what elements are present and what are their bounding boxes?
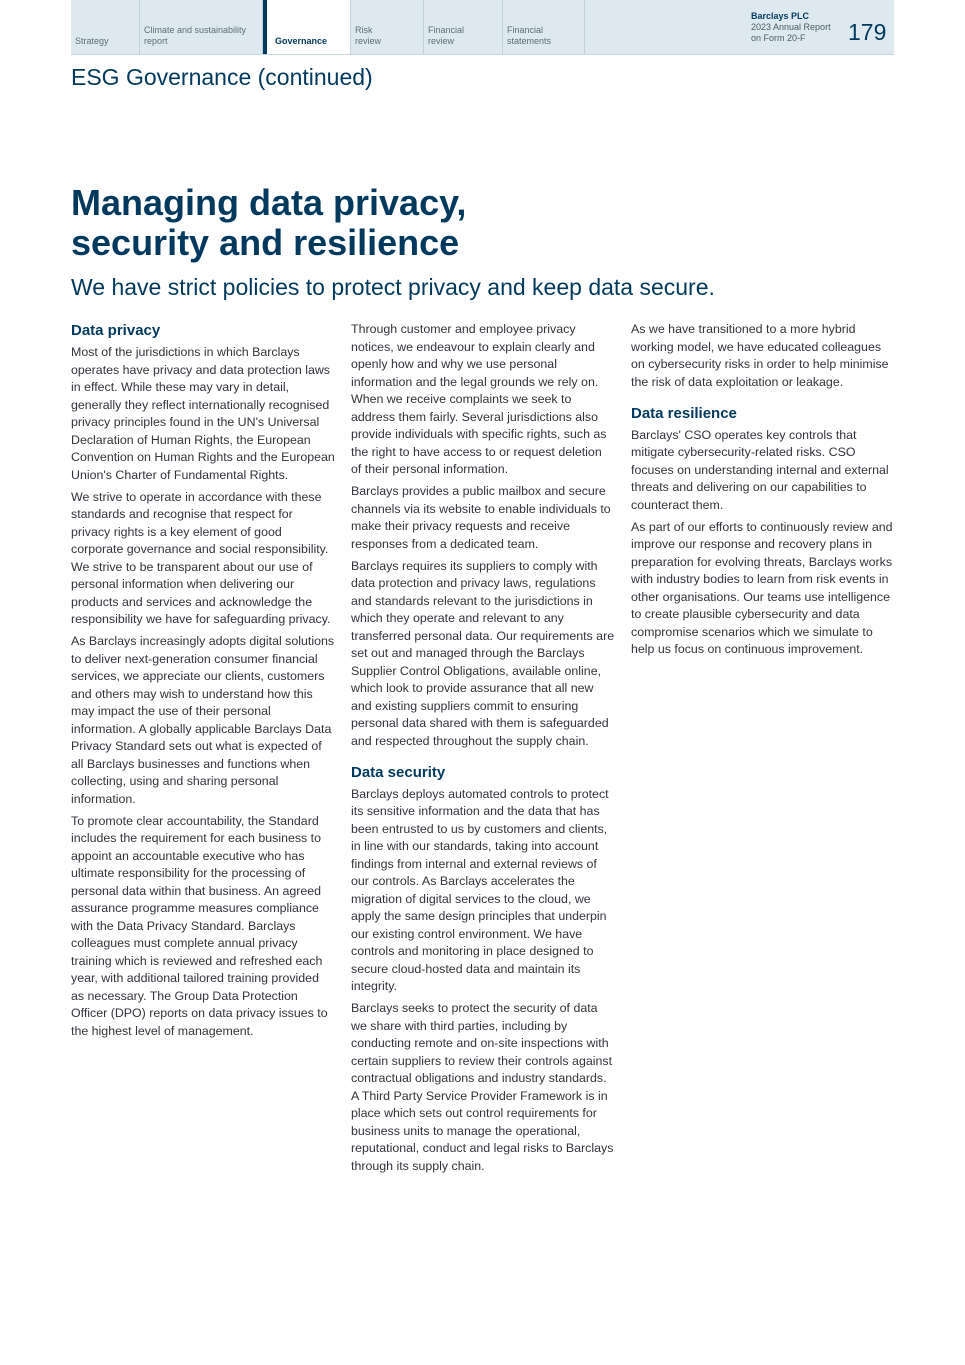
report-info bbox=[751, 11, 831, 44]
paragraph: Barclays provides a public mailbox and secure channels via its website to enable individuals to make their privacy requests and receive responses from a dedicated team. bbox=[351, 484, 611, 551]
tab-financial-statements[interactable]: Financial statements bbox=[503, 0, 585, 54]
column-1 bbox=[71, 321, 335, 1045]
tab-strategy[interactable]: Strategy bbox=[71, 0, 140, 54]
paragraph: Most of the jurisdictions in which Barclays operates have privacy and data protection laws in effect. While these may vary in detail, generally they reflect internationally recognised privacy principles found in the UN's Universal Declaration of Human Rights, the European Convention on Human Rights and the European Union's Charter of Fundamental Rights. bbox=[71, 345, 335, 482]
paragraph: Barclays' CSO operates key controls that mitigate cybersecurity-related risks. CSO focuses on understanding internal and external threats and delivering on our capabilities to counteract them. bbox=[631, 427, 889, 512]
paragraph: Barclays seeks to protect the security of data we share with third parties, including by conducting remote and on-site inspections with certain suppliers to review their controls against contractual obligations and industry standards. A Third Party Service Provider Framework is in place which sets out control requirements for business units to manage the operational, reputational, conduct and legal risks to Barclays through its supply chain. bbox=[351, 1001, 614, 1173]
section-label: ESG Governance (continued) bbox=[71, 64, 373, 90]
column-2 bbox=[351, 321, 615, 1180]
report-line-1: 2023 Annual Report bbox=[751, 22, 831, 32]
title-line-2: security and resilience bbox=[71, 222, 460, 263]
page-number: 179 bbox=[848, 19, 887, 45]
paragraph: To promote clear accountability, the Standard includes the requirement for each business to appoint an accountable executive who has ultimate responsibility for the processing of personal data within that business. An agreed assurance programme measures compliance with the Data Privacy Standard. Barclays colleagues must complete annual privacy training which is reviewed and refreshed each year, with additional tailored training provided as necessary. The Group Data Protection Officer (DPO) reports on data privacy issues to the highest level of management. bbox=[71, 813, 328, 1038]
paragraph: Barclays deploys automated controls to protect its sensitive information and the data that has been entrusted to us by customers and clients, in line with our standards, taking into account findings from internal and external reviews of our controls. As Barclays accelerates the migration of digital services to the cloud, we apply the same design principles that underpin our existing control environment. We have controls and monitoring in place designed to secure cloud-hosted data and maintain its integrity. bbox=[351, 786, 609, 993]
paragraph: As part of our efforts to continuously review and improve our response and recovery plans in preparation for evolving threats, Barclays works with industry bodies to learn from risk events in other organisations. Our teams use intelligence to create plausible cybersecurity and data compromise scenarios which we simulate to help us focus on continuous improvement. bbox=[631, 519, 893, 656]
page-title bbox=[71, 183, 591, 263]
heading-data-security: Data security bbox=[351, 763, 446, 781]
tab-financial-review[interactable]: Financial review bbox=[424, 0, 503, 54]
heading-data-privacy: Data privacy bbox=[71, 322, 161, 339]
paragraph: We strive to operate in accordance with these standards and recognise that respect for privacy rights is a key element of good corporate governance and social responsibility. We strive to be transparent about our use of personal information when delivering our products and services and acknowledge the responsibility we have for safeguarding privacy. bbox=[71, 489, 331, 626]
tab-governance[interactable]: Governance bbox=[263, 0, 351, 54]
company-name: Barclays PLC bbox=[751, 11, 810, 21]
paragraph: As Barclays increasingly adopts digital solutions to deliver next-generation consumer financial services, we appreciate our clients, customers and others may wish to understand how this may impact the use of their personal information. A globally applicable Barclays Data Privacy Standard sets out what is expected of all Barclays businesses and functions when collecting, using and sharing personal information. bbox=[71, 634, 335, 806]
paragraph: Barclays requires its suppliers to comply with data protection and privacy laws, regulations and standards relevant to the jurisdictions in which they operate and relevant to any transferred personal data. Our requirements are set out and managed through the Barclays Supplier Control Obligations, available online, which look to provide assurance that all new and existing suppliers commit to ensuring personal data shared with them is safeguarded and respected throughout the supply chain. bbox=[351, 558, 615, 748]
tab-risk-review[interactable]: Risk review bbox=[351, 0, 424, 54]
heading-data-resilience: Data resilience bbox=[631, 404, 737, 422]
report-line-2: on Form 20-F bbox=[751, 33, 806, 43]
paragraph: As we have transitioned to a more hybrid working model, we have educated colleagues on cybersecurity risks in order to help minimise the risk of data exploitation or leakage. bbox=[631, 322, 889, 389]
tab-climate-sustainability[interactable]: Climate and sustainability report bbox=[140, 0, 263, 54]
paragraph: Through customer and employee privacy notices, we endeavour to explain clearly and openly how and why we use personal information and the legal grounds we rely on. When we receive complaints we seek to address them fairly. Several jurisdictions also provide individuals with specific rights, such as the right to have access to or request deletion of their personal information. bbox=[351, 322, 607, 476]
column-3 bbox=[631, 321, 895, 663]
page-subtitle: We have strict policies to protect privacy and keep data secure. bbox=[71, 274, 715, 300]
title-line-1: Managing data privacy, bbox=[71, 182, 467, 223]
